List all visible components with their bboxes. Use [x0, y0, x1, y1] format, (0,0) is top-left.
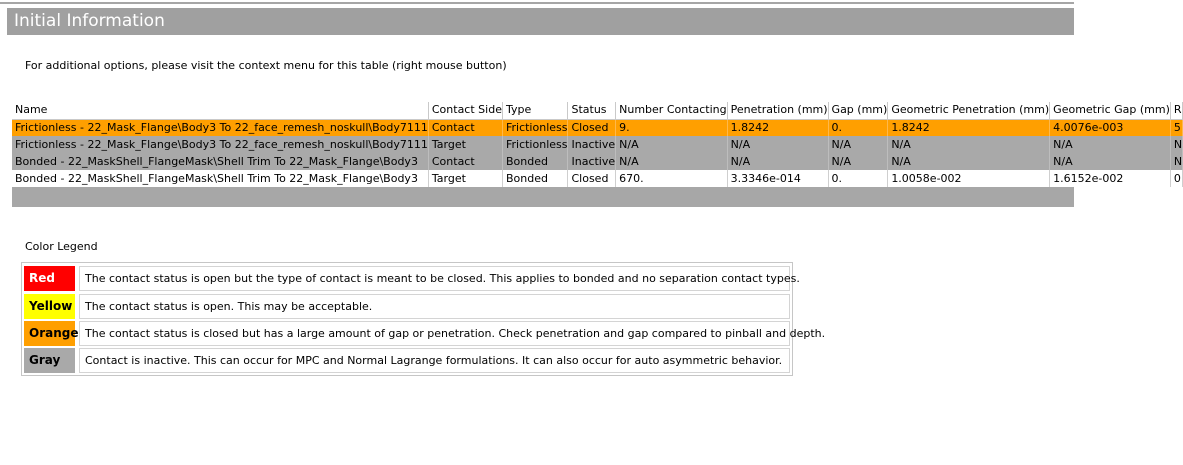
table-cell: Bonded: [502, 170, 568, 187]
legend-title: Color Legend: [25, 240, 98, 253]
top-rule: [0, 2, 1074, 4]
legend-description: Contact is inactive. This can occur for MPC and Normal Lagrange formulations. It can also occur for auto asymmetric behavior.: [79, 348, 790, 373]
legend-row-orange: [24, 321, 826, 346]
table-cell: N/A: [888, 153, 1050, 170]
column-header[interactable]: Number Contacting: [616, 102, 728, 119]
legend-swatch: Orange: [24, 321, 75, 346]
table-row[interactable]: [12, 170, 1183, 187]
table-cell: Inactive: [568, 153, 616, 170]
table-cell: 5: [1170, 119, 1182, 136]
table-cell: Closed: [568, 170, 616, 187]
table-cell: N/A: [1050, 153, 1171, 170]
table-cell: Bonded: [502, 153, 568, 170]
column-header[interactable]: Gap (mm): [828, 102, 888, 119]
table-cell: N: [1170, 153, 1182, 170]
table-cell: Target: [428, 136, 502, 153]
table-cell: N/A: [888, 136, 1050, 153]
table-cell: N/A: [828, 153, 888, 170]
table-cell: N/A: [616, 136, 728, 153]
table-cell: Frictionless: [502, 119, 568, 136]
legend-description: The contact status is open but the type of contact is meant to be closed. This applies to bonded and no separation contact types.: [79, 266, 790, 291]
legend-swatch: Red: [24, 266, 75, 291]
legend-row-red: [24, 266, 800, 291]
table-cell: 1.8242: [888, 119, 1050, 136]
legend-description: The contact status is open. This may be acceptable.: [79, 294, 790, 319]
context-menu-hint: For additional options, please visit the context menu for this table (right mouse button): [25, 59, 507, 72]
table-cell: 0: [1170, 170, 1182, 187]
table-cell: Closed: [568, 119, 616, 136]
table-cell: 0.: [828, 170, 888, 187]
table-cell: 1.8242: [727, 119, 828, 136]
column-header[interactable]: Geometric Gap (mm): [1050, 102, 1171, 119]
table-header-row: [12, 102, 1183, 119]
table-cell: 0.: [828, 119, 888, 136]
column-header[interactable]: R: [1170, 102, 1182, 119]
table-cell: Target: [428, 170, 502, 187]
color-legend: [21, 262, 826, 376]
table-cell: 1.6152e-002: [1050, 170, 1171, 187]
column-header[interactable]: Type: [502, 102, 568, 119]
legend-row-yellow: [24, 294, 790, 319]
table-row[interactable]: [12, 119, 1183, 136]
table-cell: N/A: [1050, 136, 1171, 153]
legend-swatch: Yellow: [24, 294, 75, 319]
table-cell: N/A: [727, 136, 828, 153]
column-header[interactable]: Geometric Penetration (mm): [888, 102, 1050, 119]
table-cell: Bonded - 22_MaskShell_FlangeMask\Shell Trim To 22_Mask_Flange\Body3: [12, 153, 428, 170]
column-header[interactable]: Penetration (mm): [727, 102, 828, 119]
table-row[interactable]: [12, 153, 1183, 170]
table-cell: N/A: [727, 153, 828, 170]
column-header[interactable]: Name: [12, 102, 428, 119]
contact-table[interactable]: [12, 102, 1183, 207]
legend-row-gray: [24, 348, 790, 373]
table-cell: N/A: [616, 153, 728, 170]
table-cell: N: [1170, 136, 1182, 153]
table-cell: 670.: [616, 170, 728, 187]
table-cell: Contact: [428, 119, 502, 136]
table-cell: 1.0058e-002: [888, 170, 1050, 187]
table-cell: N/A: [828, 136, 888, 153]
section-title: Initial Information: [7, 8, 1074, 35]
table-cell: Frictionless - 22_Mask_Flange\Body3 To 22_face_remesh_noskull\Body7111: [12, 119, 428, 136]
table-cell: Frictionless: [502, 136, 568, 153]
table-cell: 3.3346e-014: [727, 170, 828, 187]
legend-swatch: Gray: [24, 348, 75, 373]
column-header[interactable]: Status: [568, 102, 616, 119]
table-cell: Inactive: [568, 136, 616, 153]
table-cell: 4.0076e-003: [1050, 119, 1171, 136]
table-row[interactable]: [12, 136, 1183, 153]
table-cell: 9.: [616, 119, 728, 136]
legend-description: The contact status is closed but has a large amount of gap or penetration. Check penetration and gap compared to pinball and depth.: [79, 321, 790, 346]
table-cell: Contact: [428, 153, 502, 170]
table-cell: Bonded - 22_MaskShell_FlangeMask\Shell Trim To 22_Mask_Flange\Body3: [12, 170, 428, 187]
table-cell: Frictionless - 22_Mask_Flange\Body3 To 22_face_remesh_noskull\Body7111: [12, 136, 428, 153]
column-header[interactable]: Contact Side: [428, 102, 502, 119]
